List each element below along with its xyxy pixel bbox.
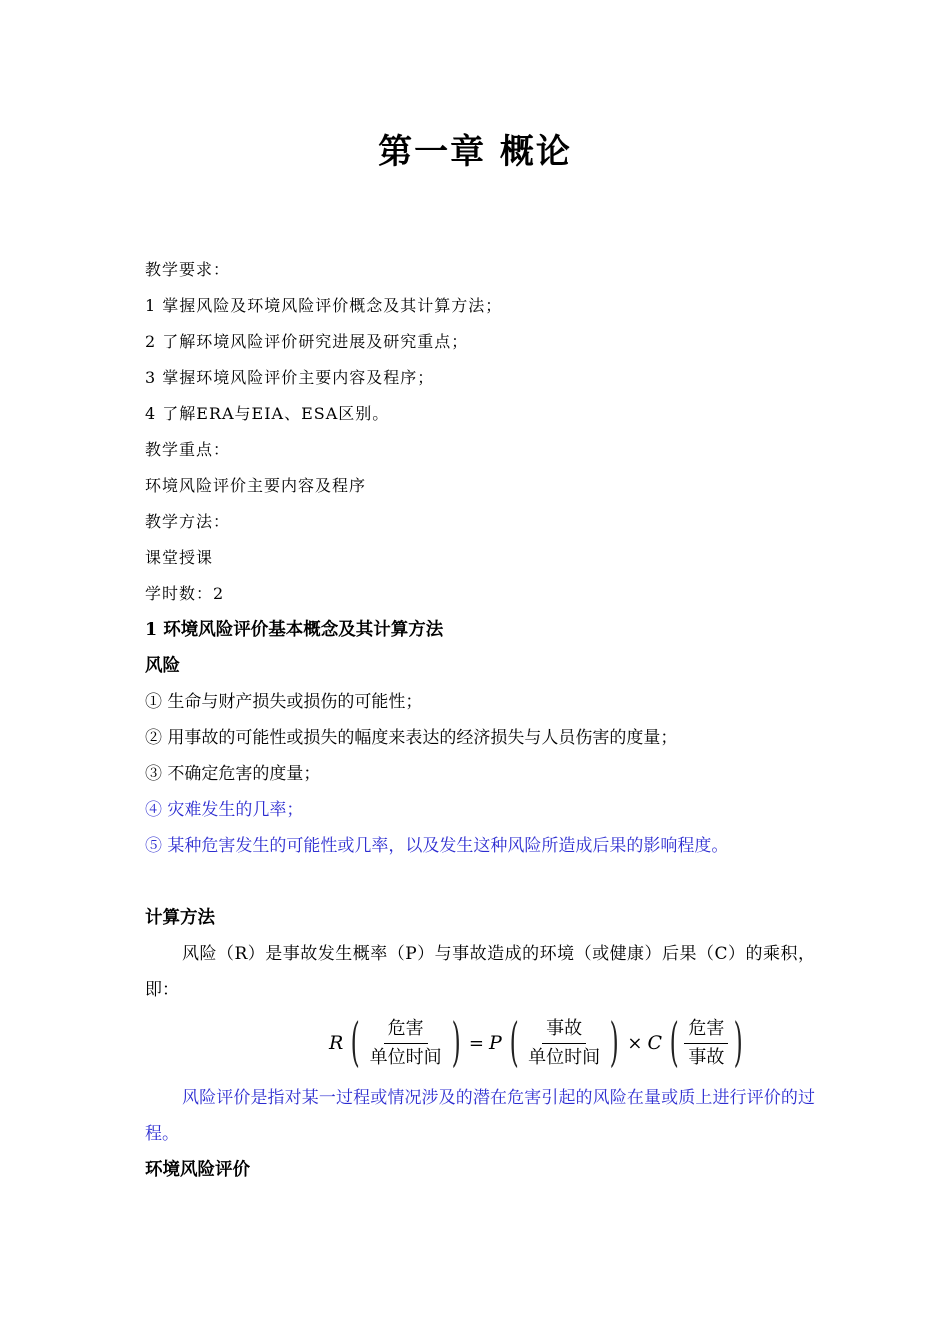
risk-heading: 风险 — [145, 656, 180, 676]
teaching-requirements-label: 教学要求： — [145, 260, 231, 279]
teaching-focus-label: 教学重点： — [145, 440, 231, 459]
risk-definition-2: ② 用事故的可能性或损失的幅度来表达的经济损失与人员伤害的度量； — [145, 728, 678, 748]
risk-definition-4: ④ 灾难发生的几率； — [145, 800, 304, 820]
formula-equals: = — [468, 1032, 484, 1054]
class-hours: 学时数：2 — [145, 584, 225, 603]
calculation-heading: 计算方法 — [145, 908, 215, 928]
blank-line — [145, 864, 815, 900]
teaching-focus-text: 环境风险评价主要内容及程序 — [145, 476, 367, 495]
teaching-method-text: 课堂授课 — [145, 548, 214, 567]
fraction-numerator: 危害 — [684, 1017, 728, 1044]
requirement-2: 2 了解环境风险评价研究进展及研究重点； — [145, 332, 469, 351]
fraction-denominator: 事故 — [688, 1046, 725, 1068]
fraction-numerator: 危害 — [384, 1017, 428, 1044]
formula-p: P — [489, 1032, 502, 1054]
fraction-denominator: 单位时间 — [369, 1046, 442, 1068]
formula-r: R — [329, 1032, 344, 1054]
requirement-3: 3 掌握环境风险评价主要内容及程序； — [145, 368, 435, 387]
teaching-method-label: 教学方法： — [145, 512, 231, 531]
fraction-accident-per-time: ( $\frac{\text{事故}}{\text{单位时间}}$ ) — [509, 1013, 619, 1073]
requirement-1: 1 掌握风险及环境风险评价概念及其计算方法； — [145, 296, 503, 315]
formula-c: C — [647, 1032, 663, 1054]
chapter-title: 第一章 概论 — [378, 132, 572, 172]
document-body — [145, 252, 815, 1188]
risk-formula — [145, 1008, 815, 1080]
fraction-hazard-per-accident: ( $\frac{\text{危害}}{\text{事故}}$ ) — [669, 1013, 744, 1073]
risk-definition-1: ① 生命与财产损失或损伤的可能性； — [145, 692, 423, 712]
requirement-4: 4 了解ERA与EIA、ESA区别。 — [145, 404, 390, 423]
risk-assessment-definition: 风险评价是指对某一过程或情况涉及的潜在危害引起的风险在量或质上进行评价的过程。 — [145, 1088, 815, 1144]
formula-times: × — [627, 1032, 643, 1054]
risk-definition-3: ③ 不确定危害的度量； — [145, 764, 321, 784]
fraction-numerator: 事故 — [542, 1017, 586, 1044]
calculation-paragraph: 风险（R）是事故发生概率（P）与事故造成的环境（或健康）后果（C）的乘积，即： — [145, 944, 815, 1000]
risk-definition-5: ⑤ 某种危害发生的可能性或几率，以及发生这种风险所造成后果的影响程度。 — [145, 836, 729, 856]
section-heading-1: 1 环境风险评价基本概念及其计算方法 — [145, 620, 444, 640]
fraction-denominator: 单位时间 — [528, 1046, 601, 1068]
fraction-hazard-per-time: ( $\frac{\text{危害}}{\text{单位时间}}$ ) — [350, 1013, 461, 1073]
environmental-risk-assessment-heading: 环境风险评价 — [145, 1160, 250, 1180]
